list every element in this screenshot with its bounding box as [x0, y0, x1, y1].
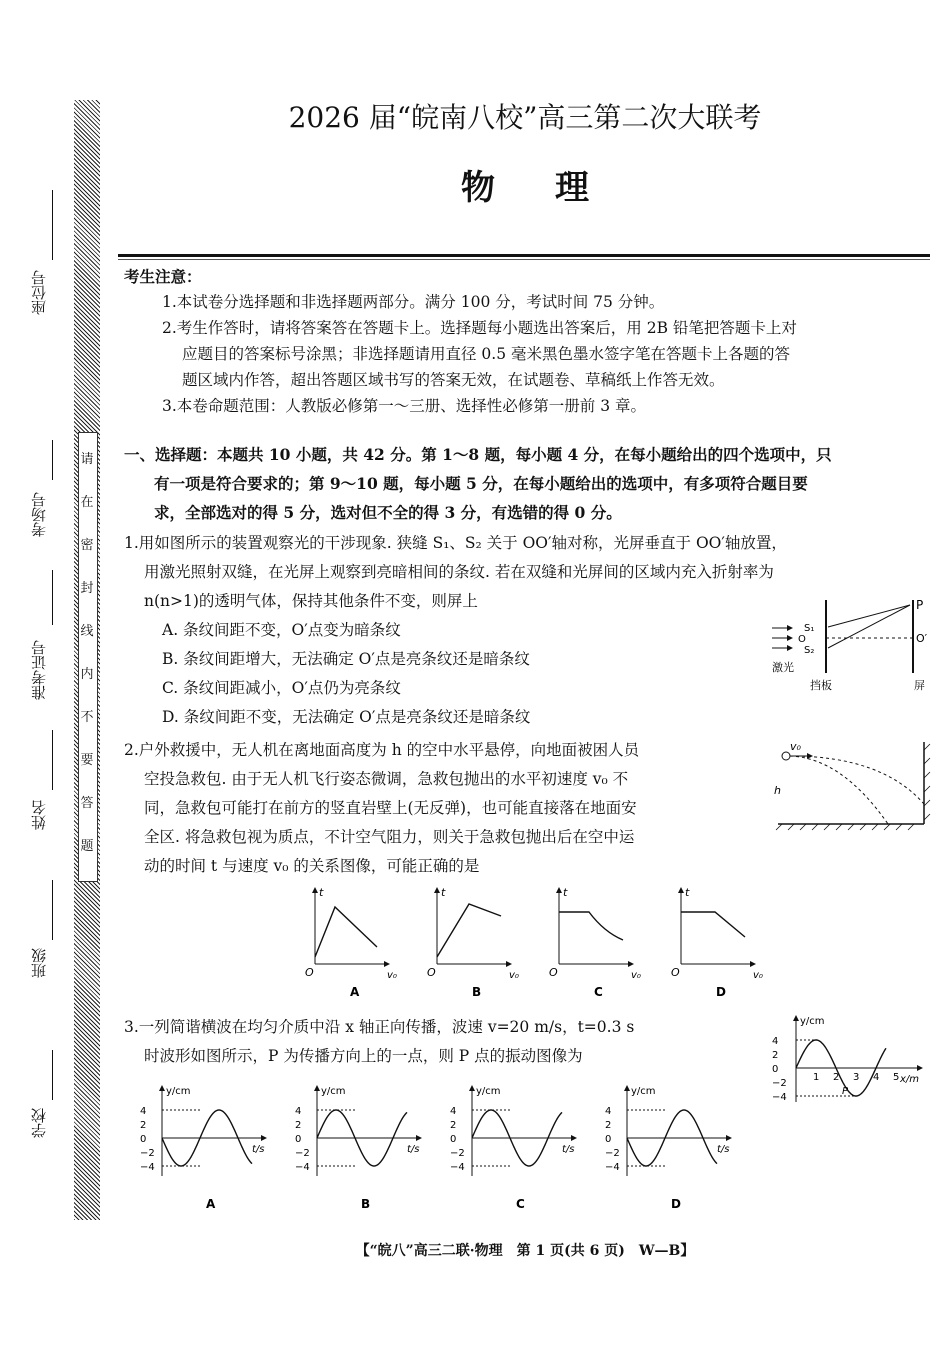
ytick: 4 [605, 1106, 612, 1117]
label-laser: 激光 [772, 661, 794, 674]
q2-stem: 全区. 将急救包视为质点，不计空气阻力，则关于急救包抛出后在空中运 [144, 828, 635, 846]
ray-s2 [828, 605, 910, 648]
seal-char: 线 [80, 624, 94, 639]
ytick: −2 [772, 1078, 787, 1089]
ticket-number-label: 准考证号 [30, 640, 48, 700]
ytick: 0 [295, 1134, 302, 1145]
page-footer: 【“皖八”高三二联·物理 第 1 页(共 6 页) W—B】 [355, 1243, 695, 1259]
label-baffle: 挡板 [810, 679, 832, 692]
ytick: −2 [295, 1148, 310, 1159]
q2-graph-B [427, 886, 519, 999]
ytick: 2 [295, 1120, 302, 1131]
ylabel: y/cm [800, 1016, 825, 1027]
ytick: 4 [772, 1036, 779, 1047]
header-rule-thin [118, 259, 930, 260]
ylabel: y/cm [476, 1086, 501, 1097]
ytick: 4 [450, 1106, 457, 1117]
label-o: O [798, 634, 806, 645]
name-label: 姓名 [30, 800, 48, 830]
exam-title: 2026 届“皖南八校”高三第二次大联考 [288, 101, 762, 134]
xlabel: x/m [900, 1074, 920, 1085]
axis-v0: v₀ [753, 970, 763, 981]
ylabel: y/cm [321, 1086, 346, 1097]
q1-option-b: B. 条纹间距增大，无法确定 O′点是亮条纹还是暗条纹 [162, 650, 530, 668]
ytick: 4 [140, 1106, 147, 1117]
xtick: 2 [833, 1072, 840, 1083]
q2-graph-D [671, 886, 763, 999]
xlabel: t/s [562, 1144, 575, 1155]
q3-graphs [140, 1086, 731, 1211]
q1-option-a: A. 条纹间距不变，O′点变为暗条纹 [162, 621, 401, 639]
option-label: C [594, 985, 603, 999]
axis-v0: v₀ [509, 970, 519, 981]
ytick: 4 [295, 1106, 302, 1117]
xlabel: t/s [407, 1144, 420, 1155]
q3-stem: 时波形如图所示，P 为传播方向上的一点，则 P 点的振动图像为 [144, 1047, 583, 1065]
curve [559, 912, 623, 940]
label-h: h [774, 784, 781, 797]
ytick: 2 [772, 1050, 779, 1061]
school-label: 学校 [30, 1108, 48, 1138]
q2-graphs [305, 886, 763, 999]
option-label: B [361, 1197, 371, 1211]
q3-graph-B [295, 1086, 421, 1211]
q1-stem: 1.用如图所示的装置观察光的干涉现象. 狭缝 S₁、S₂ 关于 OO′轴对称，光屏垂直于 OO′轴放置， [124, 534, 787, 552]
q2-drone-figure [772, 738, 932, 834]
label-screen: 屏 [914, 679, 925, 692]
school-line [52, 1050, 53, 1100]
section-intro: 求，全部选对的得 5 分，选对但不全的得 3 分，有选错的得 0 分。 [154, 503, 622, 522]
class-label: 班级 [30, 948, 48, 978]
ray-s1 [828, 605, 910, 627]
exam-room-label: 考场号 [30, 492, 48, 537]
label-v0: v₀ [790, 740, 801, 753]
option-label: A [206, 1197, 216, 1211]
q1-stem: 用激光照射双缝，在光屏上观察到亮暗相间的条纹. 若在双缝和光屏间的区域内充入折射率为 [144, 563, 774, 581]
class-line [52, 880, 53, 940]
exam-room-line [52, 440, 53, 480]
option-label: D [671, 1197, 681, 1211]
seal-char: 请 [80, 452, 94, 467]
ytick: −4 [295, 1162, 310, 1173]
header-rule [118, 254, 930, 257]
q1-option-c: C. 条纹间距减小，O′点仍为亮条纹 [162, 679, 401, 697]
ytick: 2 [605, 1120, 612, 1131]
ticket-number-line [52, 570, 53, 625]
xlabel: t/s [252, 1144, 265, 1155]
origin: O [427, 966, 436, 979]
label-p: P [842, 1086, 849, 1097]
seal-char: 答 [80, 796, 94, 811]
notice-heading: 考生注意： [124, 267, 202, 286]
q3-graph-A [140, 1086, 266, 1211]
ylabel: y/cm [166, 1086, 191, 1097]
ytick: −4 [772, 1092, 787, 1103]
xtick: 5 [893, 1072, 900, 1083]
notice-item: 1.本试卷分选择题和非选择题两部分。满分 100 分，考试时间 75 分钟。 [162, 293, 665, 311]
xlabel: t/s [717, 1144, 730, 1155]
q1-option-d: D. 条纹间距不变，无法确定 O′点是亮条纹还是暗条纹 [162, 708, 531, 726]
option-label: B [472, 985, 482, 999]
q3-stem: 3.一列简谐横波在均匀介质中沿 x 轴正向传播，波速 v=20 m/s，t=0.3 s [124, 1018, 635, 1036]
curve [315, 907, 377, 957]
q3-graph-D [605, 1086, 731, 1211]
label-o-prime: O′ [916, 632, 928, 645]
seal-char: 密 [80, 538, 94, 553]
origin: O [305, 966, 314, 979]
seal-char: 题 [80, 839, 94, 854]
origin: O [671, 966, 680, 979]
q2-graph-A [305, 886, 397, 999]
q3-graph-C [450, 1086, 576, 1211]
trajectory-wall [790, 756, 924, 804]
seal-char: 封 [80, 581, 94, 596]
axis-t: t [563, 886, 568, 899]
option-label: A [350, 985, 360, 999]
q1-double-slit-figure [768, 595, 938, 695]
subject-title: 物理 [461, 168, 649, 208]
q2-stem: 同，急救包可能打在前方的竖直岩壁上(无反弹)，也可能直接落在地面安 [144, 799, 637, 817]
axis-t: t [319, 886, 324, 899]
ytick: 0 [140, 1134, 147, 1145]
notice-item: 题区域内作答，超出答题区域书写的答案无效，在试题卷、草稿纸上作答无效。 [182, 371, 725, 389]
xtick: 3 [853, 1072, 860, 1083]
notice-item: 应题目的答案标号涂黑；非选择题请用直径 0.5 毫米黑色墨水签字笔在答题卡上各题的答 [182, 345, 791, 363]
q2-stem: 动的时间 t 与速度 v₀ 的关系图像，可能正确的是 [144, 857, 480, 875]
drone-point [782, 752, 790, 760]
seal-char: 在 [80, 495, 94, 510]
ytick: −4 [450, 1162, 465, 1173]
seal-char: 内 [80, 667, 94, 682]
trajectory-ground [790, 756, 888, 824]
ytick: −2 [450, 1148, 465, 1159]
section-intro: 有一项是符合要求的；第 9～10 题，每小题 5 分，在每小题给出的选项中，有多项符合题目要 [154, 474, 808, 493]
option-label: C [516, 1197, 525, 1211]
ytick: 0 [772, 1064, 779, 1075]
label-s2: S₂ [804, 645, 815, 656]
seal-char: 不 [80, 710, 94, 725]
notice-item: 3.本卷命题范围：人教版必修第一～三册、选择性必修第一册前 3 章。 [162, 397, 647, 415]
ylabel: y/cm [631, 1086, 656, 1097]
q3-graph-options [140, 1080, 760, 1215]
label-p: P [916, 598, 924, 612]
name-line [52, 730, 53, 790]
axis-t: t [441, 886, 446, 899]
q2-stem: 2.户外救援中，无人机在离地面高度为 h 的空中水平悬停，向地面被困人员 [124, 741, 640, 759]
notice-item: 2.考生作答时，请将答案答在答题卡上。选择题每小题选出答案后，用 2B 铅笔把答题卡上对 [162, 319, 797, 337]
ytick: −2 [140, 1148, 155, 1159]
xtick: 4 [873, 1072, 880, 1083]
q1-stem: n(n>1)的透明气体，保持其他条件不变，则屏上 [144, 592, 478, 610]
seat-number-label: 座位号 [30, 270, 48, 315]
ytick: −2 [605, 1148, 620, 1159]
xtick: 1 [813, 1072, 820, 1083]
curve [437, 904, 501, 957]
ytick: 2 [450, 1120, 457, 1131]
curve [681, 912, 745, 937]
seal-char: 要 [80, 753, 94, 768]
origin: O [549, 966, 558, 979]
q2-graph-C [549, 886, 641, 999]
section-intro: 一、选择题：本题共 10 小题，共 42 分。第 1～8 题，每小题 4 分，在每小题给出的四个选项中，只 [124, 445, 832, 464]
seat-number-line [52, 190, 53, 260]
ytick: 2 [140, 1120, 147, 1131]
ytick: −4 [140, 1162, 155, 1173]
q2-graph-options [305, 882, 785, 1000]
ytick: 0 [450, 1134, 457, 1145]
axis-v0: v₀ [387, 970, 397, 981]
axis-t: t [685, 886, 690, 899]
q2-stem: 空投急救包. 由于无人机飞行姿态微调，急救包抛出的水平初速度 v₀ 不 [144, 770, 629, 788]
ytick: 0 [605, 1134, 612, 1145]
q3-wave-figure [760, 1010, 932, 1110]
ytick: −4 [605, 1162, 620, 1173]
wave-graph [772, 1016, 922, 1103]
axis-v0: v₀ [631, 970, 641, 981]
label-s1: S₁ [804, 623, 815, 634]
option-label: D [716, 985, 726, 999]
